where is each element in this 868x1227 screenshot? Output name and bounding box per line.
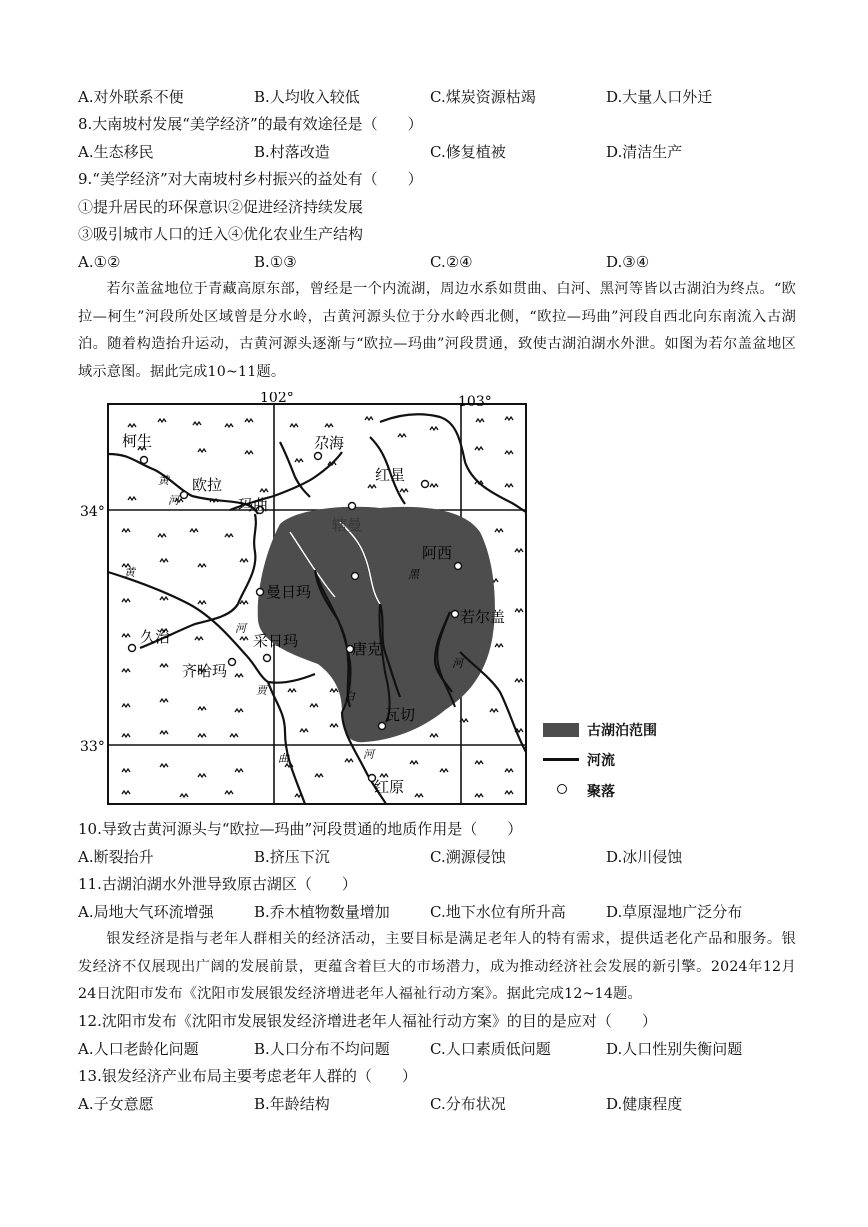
svg-text:白: 白 bbox=[344, 690, 355, 703]
q12-option-c: C.人口素质低问题 bbox=[430, 1040, 551, 1058]
label-axi: 阿西 bbox=[422, 544, 453, 562]
svg-text:河: 河 bbox=[235, 622, 246, 635]
svg-text:黄: 黄 bbox=[124, 566, 135, 579]
q7-option-b: B.人均收入较低 bbox=[254, 88, 360, 106]
svg-text:黄: 黄 bbox=[158, 474, 169, 487]
q9-option-c: C.②④ bbox=[430, 253, 473, 271]
q8-option-c: C.修复植被 bbox=[430, 143, 506, 161]
legend-river-line bbox=[543, 758, 579, 761]
q12-stem: 12.沈阳市发布《沈阳市发展银发经济增进老年人福祉行动方案》的目的是应对（ ） bbox=[78, 1012, 657, 1030]
q13-option-b: B.年龄结构 bbox=[254, 1095, 330, 1113]
q9-option-d: D.③④ bbox=[606, 253, 650, 271]
q11-option-a: A.局地大气环流增强 bbox=[78, 903, 214, 921]
q13-option-c: C.分布状况 bbox=[430, 1095, 506, 1113]
lon-label-102: 102° bbox=[260, 392, 294, 406]
q9-option-b: B.①③ bbox=[254, 253, 297, 271]
legend-river-label: 河流 bbox=[587, 753, 615, 769]
q10-option-b: B.挤压下沉 bbox=[254, 848, 330, 866]
label-hongxing: 红星 bbox=[375, 466, 406, 484]
q13-options bbox=[78, 1093, 798, 1115]
q7-option-d: D.大量人口外迁 bbox=[606, 88, 713, 106]
q11-option-b: B.乔木植物数量增加 bbox=[254, 903, 390, 921]
q7-option-a: A.对外联系不便 bbox=[78, 88, 184, 106]
q12-options bbox=[78, 1038, 798, 1060]
svg-text:贾: 贾 bbox=[256, 684, 267, 697]
q12-option-a: A.人口老龄化问题 bbox=[78, 1040, 199, 1058]
q13-stem: 13.银发经济产业布局主要考虑老年人群的（ ） bbox=[78, 1067, 417, 1085]
label-tangke: 唐克 bbox=[352, 640, 383, 658]
q12-option-b: B.人口分布不均问题 bbox=[254, 1040, 390, 1058]
label-kesheng: 柯生 bbox=[122, 432, 153, 450]
q10-option-d: D.冰川侵蚀 bbox=[606, 848, 683, 866]
q11-options bbox=[78, 901, 798, 923]
label-cairima: 采日玛 bbox=[253, 632, 299, 650]
q9-option-a: A.①② bbox=[78, 253, 121, 271]
lat-label-34: 34° bbox=[80, 504, 105, 520]
q8-option-d: D.清洁生产 bbox=[606, 143, 683, 161]
q9-stem: 9.“美学经济”对大南坡村乡村振兴的益处有（ ） bbox=[78, 170, 423, 188]
label-ruoergai: 若尔盖 bbox=[460, 608, 506, 626]
legend-settlement-marker bbox=[557, 784, 567, 794]
q10-stem: 10.导致古黄河源头与“欧拉—玛曲”河段贯通的地质作用是（ ） bbox=[78, 820, 523, 838]
svg-text:黑: 黑 bbox=[408, 568, 419, 581]
label-xiaman: 辖曼 bbox=[332, 516, 363, 534]
q11-option-d: D.草原湿地广泛分布 bbox=[606, 903, 743, 921]
lon-label-103: 103° bbox=[458, 394, 492, 410]
q8-stem: 8.大南坡村发展“美学经济”的最有效途径是（ ） bbox=[78, 115, 423, 133]
label-jiuzhi: 久治 bbox=[140, 628, 171, 646]
svg-text:河: 河 bbox=[363, 748, 374, 761]
legend-settlement-label: 聚落 bbox=[587, 784, 615, 800]
q7-options bbox=[78, 86, 798, 108]
svg-text:曲: 曲 bbox=[278, 752, 289, 765]
q10-option-c: C.溯源侵蚀 bbox=[430, 848, 506, 866]
passage-ruoergai: 若尔盖盆地位于青藏高原东部，曾经是一个内流湖，周边水系如贯曲、白河、黑河等皆以古湖泊为终点。“欧拉—柯生”河段所处区域曾是分水岭，古黄河源头位于分水岭西北侧，“欧拉—玛曲”河段自西北向东南流入古湖泊。随着构造抬升运动，古黄河源头逐渐与“欧拉—玛曲”河段贯通，致使古湖泊湖水外泄。如图为若尔盖盆地区域示意图。据此完成10~11题。 bbox=[78, 281, 796, 380]
q11-stem: 11.古湖泊湖水外泄导致原古湖区（ ） bbox=[78, 875, 357, 893]
label-manrima: 曼日玛 bbox=[266, 583, 312, 601]
q7-option-c: C.煤炭资源枯竭 bbox=[430, 88, 536, 106]
legend-lake-label: 古湖泊范围 bbox=[587, 723, 657, 739]
legend-lake-swatch bbox=[543, 723, 579, 737]
q11-option-c: C.地下水位有所升高 bbox=[430, 903, 566, 921]
label-qihama: 齐哈玛 bbox=[182, 662, 228, 680]
label-hongyuan: 红原 bbox=[374, 778, 405, 796]
svg-text:河: 河 bbox=[452, 657, 463, 670]
q12-option-d: D.人口性别失衡问题 bbox=[606, 1040, 743, 1058]
passage-silver-economy: 银发经济是指与老年人群相关的经济活动，主要目标是满足老年人的特有需求，提供适老化产品和服务。银发经济不仅展现出广阔的发展前景，更蕴含着巨大的市场潜力，成为推动经济社会发展的新引擎。2024年12月24日沈阳市发布《沈阳市发展银发经济增进老年人福祉行动方案》。据此完成12~14题。 bbox=[78, 931, 796, 1002]
label-oula: 欧拉 bbox=[192, 476, 223, 494]
q8-options bbox=[78, 141, 798, 163]
label-gahai: 尕海 bbox=[314, 434, 345, 452]
q13-option-a: A.子女意愿 bbox=[78, 1095, 154, 1113]
lat-label-33: 33° bbox=[80, 739, 105, 755]
label-waqie: 瓦切 bbox=[385, 706, 416, 724]
q9-statements-1: ①提升居民的环保意识②促进经济持续发展 bbox=[78, 198, 364, 216]
q8-option-a: A.生态移民 bbox=[78, 143, 154, 161]
q9-statements-2: ③吸引城市人口的迁入④优化农业生产结构 bbox=[78, 225, 364, 243]
label-maqu: 玛曲 bbox=[238, 496, 269, 514]
q9-options bbox=[78, 251, 798, 273]
q10-option-a: A.断裂抬升 bbox=[78, 848, 154, 866]
q8-option-b: B.村落改造 bbox=[254, 143, 330, 161]
q10-options bbox=[78, 846, 798, 868]
ruoergai-basin-map bbox=[80, 392, 530, 810]
q13-option-d: D.健康程度 bbox=[606, 1095, 683, 1113]
svg-text:河: 河 bbox=[168, 494, 179, 507]
